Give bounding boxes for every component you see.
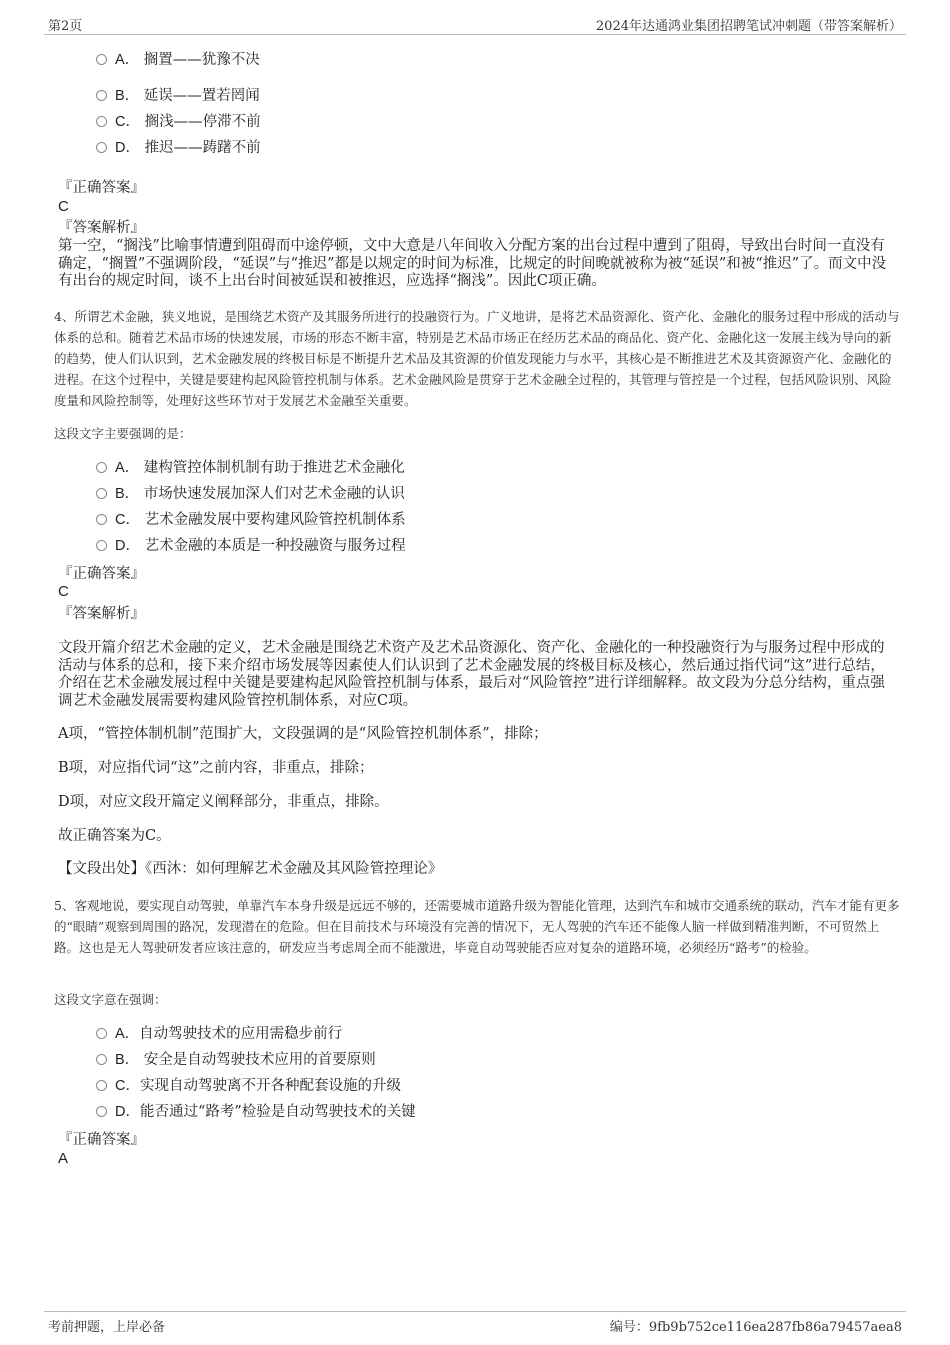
q4-option-b[interactable]: B． 市场快速发展加深人们对艺术金融的认识 (96, 484, 405, 504)
q4-note-a: A项，“管控体制机制”范围扩大，文段强调的是“风险管控机制体系”，排除； (58, 726, 548, 742)
q4-analysis: 文段开篇介绍艺术金融的定义，艺术金融是围绕艺术资产及艺术品资源化、资产化、金融化的一种投融资行为与服务过程中形成的活动与体系的总和，接下来介绍市场发展等因素使人们认识到了艺术金融发展的终极目标及核心，然后通过指代词“这”进行总结，介绍在艺术金融发展过程中关键是要建构起风险管控机制与体系，最后对“风险管控”进行详细解释。故文段为分总分结构，重点强调艺术金融发展需要构建风险管控机制体系，对应C项。 (58, 640, 885, 709)
q3-answer: C (58, 198, 69, 215)
radio-icon[interactable] (96, 514, 107, 525)
q3-analysis: 第一空，“搁浅”比喻事情遭到阻碍而中途停顿，文中大意是八年间收入分配方案的出台过程中遭到了阻碍，导致出台时间一直没有确定，“搁置”不强调阶段，“延误”与“推迟”都是以规定的时间为标准，比规定的时间晚就被称为被“延误”和被“推迟”了。而文中没有出台的规定时间，谈不上出台时间被延误和被推迟，应选择“搁浅”。因此C项正确。 (58, 238, 887, 289)
q4-source: 【文段出处】《西沐：如何理解艺术金融及其风险管控理论》 (58, 861, 443, 877)
q5-answer: A (58, 1150, 69, 1167)
q3-answer-label: 『正确答案』 (58, 180, 145, 196)
q5-option-b[interactable]: B． 安全是自动驾驶技术应用的首要原则 (96, 1050, 376, 1070)
q4-answer: C (58, 583, 69, 600)
radio-icon[interactable] (96, 54, 107, 65)
q4-option-d[interactable]: D． 艺术金融的本质是一种投融资与服务过程 (96, 536, 406, 556)
q3-option-d[interactable]: D． 推迟——踌躇不前 (96, 138, 261, 158)
document-title: 2024年达通鸿业集团招聘笔试冲刺题（带答案解析） (595, 19, 902, 34)
page-footer (44, 1311, 906, 1338)
q3-analysis-label: 『答案解析』 (58, 220, 145, 236)
radio-icon[interactable] (96, 1054, 107, 1065)
q4-answer-label: 『正确答案』 (58, 566, 145, 582)
radio-icon[interactable] (96, 540, 107, 551)
q5-option-c[interactable]: C．实现自动驾驶离不开各种配套设施的升级 (96, 1076, 401, 1096)
radio-icon[interactable] (96, 1028, 107, 1039)
q5-stem: 这段文字意在强调： (54, 992, 167, 1007)
q5-option-a[interactable]: A．自动驾驶技术的应用需稳步前行 (96, 1024, 342, 1044)
footer-slogan: 考前押题，上岸必备 (48, 1320, 166, 1335)
radio-icon[interactable] (96, 1080, 107, 1091)
q5-question-text: 5、客观地说，要实现自动驾驶，单靠汽车本身升级是远远不够的，还需要城市道路升级为智能化管理，达到汽车和城市交通系统的联动，汽车才能有更多的“眼睛”观察到周围的路况，发现潜在的危险。但在目前技术与环境没有完善的情况下，无人驾驶的汽车还不能像人脑一样做到精准判断，不可贸然上路。这也是无人驾驶研发者应该注意的，研发应当考虑周全而不能激进，毕竟自动驾驶能否应对复杂的道路环境，必须经历“路考”的检验。 (54, 898, 900, 955)
q4-stem: 这段文字主要强调的是： (54, 426, 192, 441)
q5-answer-label: 『正确答案』 (58, 1132, 145, 1148)
q4-conclusion: 故正确答案为C。 (58, 828, 171, 844)
page-number: 第2页 (48, 19, 83, 34)
q5-option-d[interactable]: D．能否通过“路考”检验是自动驾驶技术的关键 (96, 1102, 416, 1122)
radio-icon[interactable] (96, 462, 107, 473)
footer-serial: 编号：9fb9b752ce116ea287fb86a79457aea8 (609, 1320, 902, 1335)
q4-question-text: 4、所谓艺术金融，狭义地说，是围绕艺术资产及其服务所进行的投融资行为。广义地讲，是将艺术品资源化、资产化、金融化的服务过程中形成的活动与体系的总和。随着艺术品市场的快速发展，市场的形态不断丰富，特别是艺术品市场正在经历艺术品的商品化、资产化、金融化这一发展主线为导向的新的趋势，使人们认识到，艺术金融发展的终极目标是不断提升艺术品及其资源的价值发现能力与水平，其核心是不断推进艺术及其资源资产化、金融化的进程。在这个过程中，关键是要建构起风险管控机制与体系。艺术金融风险是贯穿于艺术金融全过程的，其管理与管控是一个过程，包括风险识别、风险度量和风险控制等，处理好这些环节对于发展艺术金融至关重要。 (54, 309, 900, 408)
radio-icon[interactable] (96, 1106, 107, 1117)
q4-note-d: D项，对应文段开篇定义阐释部分，非重点，排除。 (58, 794, 389, 810)
q3-option-b[interactable]: B． 延误——置若罔闻 (96, 86, 260, 106)
page-header (44, 14, 906, 35)
radio-icon[interactable] (96, 488, 107, 499)
q3-option-c[interactable]: C． 搁浅——停滞不前 (96, 112, 261, 132)
q3-option-a[interactable]: A． 搁置——犹豫不决 (96, 50, 260, 70)
q4-note-b: B项，对应指代词“这”之前内容，非重点，排除； (58, 760, 374, 776)
q4-analysis-label: 『答案解析』 (58, 606, 145, 622)
radio-icon[interactable] (96, 142, 107, 153)
q4-option-c[interactable]: C． 艺术金融发展中要构建风险管控机制体系 (96, 510, 406, 530)
radio-icon[interactable] (96, 116, 107, 127)
radio-icon[interactable] (96, 90, 107, 101)
q4-option-a[interactable]: A． 建构管控体制机制有助于推进艺术金融化 (96, 458, 405, 478)
